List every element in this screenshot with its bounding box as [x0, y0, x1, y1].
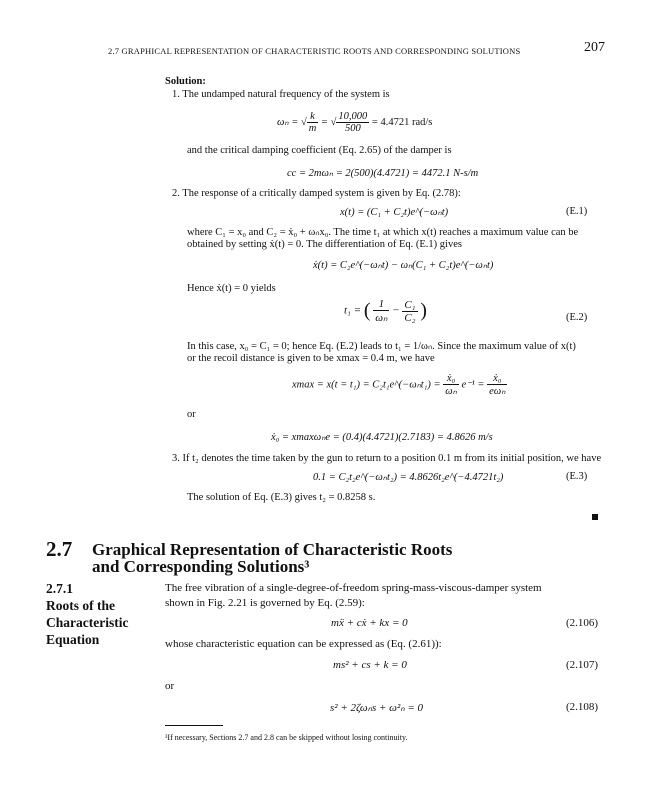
step-1-text-2: and the critical damping coefficient (Eq. 2.65) of the damper is — [187, 145, 452, 156]
subsection-title-line-1: Roots of the — [46, 598, 115, 613]
equation-2-108-number: (2.108) — [566, 701, 599, 713]
running-title: 2.7 GRAPHICAL REPRESENTATION OF CHARACTERISTIC ROOTS AND CORRESPONDING SOLUTIONS — [108, 46, 521, 56]
equation-2-107: ms² + cs + k = 0 — [333, 659, 407, 671]
subsection-number: 2.7.1 — [46, 581, 73, 596]
step-2-para-1-line-1: where C₁ = x₀ and C₂ = ẋ₀ + ωₙx₀. The time t₁ at which x(t) reaches a maximum value can be — [187, 227, 579, 238]
subsection-title-line-2: Characteristic — [46, 615, 129, 630]
section-title-line-1: Graphical Representation of Characteristic Roots — [92, 540, 453, 559]
equation-e3-number: (E.3) — [566, 471, 588, 482]
equation-natural-frequency: ωₙ = √ $\frac{k}{m}$ = √ $\frac{10,000}{500}$ = 4.4721 rad/s — [277, 111, 433, 134]
section-para-line-1: The free vibration of a single-degree-of-freedom spring-mass-viscous-damper system — [165, 582, 542, 594]
or-text-1: or — [187, 409, 196, 420]
solution-heading: Solution: — [165, 76, 206, 87]
section-para-2: whose characteristic equation can be expressed as (Eq. (2.61)): — [165, 638, 442, 650]
equation-velocity: ẋ(t) = C₂e^(−ωₙt) − ωₙ(C₁ + C₂t)e^(−ωₙt) — [313, 260, 494, 271]
section-title-line-2: and Corresponding Solutions³ — [92, 557, 310, 576]
equation-critical-damping: cc = 2mωₙ = 2(500)(4.4721) = 4472.1 N-s/m — [287, 168, 479, 179]
step-2-para-2-line-1: In this case, x₀ = C₁ = 0; hence Eq. (E.2) leads to t₁ = 1/ωₙ. Since the maximum value of x(t) — [187, 341, 576, 352]
step-3-solution: The solution of Eq. (E.3) gives t₂ = 0.8258 s. — [187, 492, 376, 503]
equation-2-106-number: (2.106) — [566, 617, 599, 629]
step-3-text: 3. If t₂ denotes the time taken by the gun to return to a position 0.1 m from its initial position, we have — [172, 453, 602, 464]
step-2-text: 2. The response of a critically damped system is given by Eq. (2.78): — [172, 188, 461, 199]
equation-2-107-number: (2.107) — [566, 659, 599, 671]
equation-e2: t₁ = ( $\frac{1}{\text{ωₙ}}$ − $\frac{\text{C₁}}{\text{C₂}}$ ) — [344, 298, 427, 324]
section-number: 2.7 — [46, 537, 73, 561]
equation-2-106: mẍ + cẋ + kx = 0 — [331, 617, 408, 629]
footnote: ³If necessary, Sections 2.7 and 2.8 can be skipped without losing continuity. — [165, 733, 408, 742]
equation-xmax: xmax = x(t = t₁) = C₂t₁e^(−ωₙt₁) = $\frac{\text{ẋ₀}}{\text{ωₙ}}$ e⁻¹ = $\frac{\text{ẋ₀}}{\text{eωₙ}}$ — [292, 373, 506, 397]
end-of-example-mark — [592, 514, 598, 520]
equation-x0dot: ẋ₀ = xmaxωₙe = (0.4)(4.4721)(2.7183) = 4.8626 m/s — [271, 432, 493, 443]
equation-e2-number: (E.2) — [566, 312, 588, 323]
section-para-line-2: shown in Fig. 2.21 is governed by Eq. (2.59): — [165, 597, 365, 609]
footnote-rule — [165, 725, 223, 726]
equation-2-108: s² + 2ζωₙs + ω²ₙ = 0 — [330, 702, 424, 714]
step-2-para-1-line-2: obtained by setting ẋ(t) = 0. The differentiation of Eq. (E.1) gives — [187, 239, 462, 250]
step-2-hence: Hence ẋ(t) = 0 yields — [187, 283, 276, 294]
equation-e3: 0.1 = C₂t₂e^(−ωₙt₂) = 4.8626t₂e^(−4.4721t₂) — [313, 472, 504, 483]
equation-e1: x(t) = (C₁ + C₂t)e^(−ωₙt) — [340, 207, 449, 218]
or-text-2: or — [165, 680, 175, 692]
equation-e1-number: (E.1) — [566, 206, 588, 217]
step-2-para-2-line-2: or the recoil distance is given to be xmax = 0.4 m, we have — [187, 353, 435, 364]
subsection-title-line-3: Equation — [46, 632, 100, 647]
page-number: 207 — [584, 40, 605, 55]
step-1-text: 1. The undamped natural frequency of the system is — [172, 89, 390, 100]
